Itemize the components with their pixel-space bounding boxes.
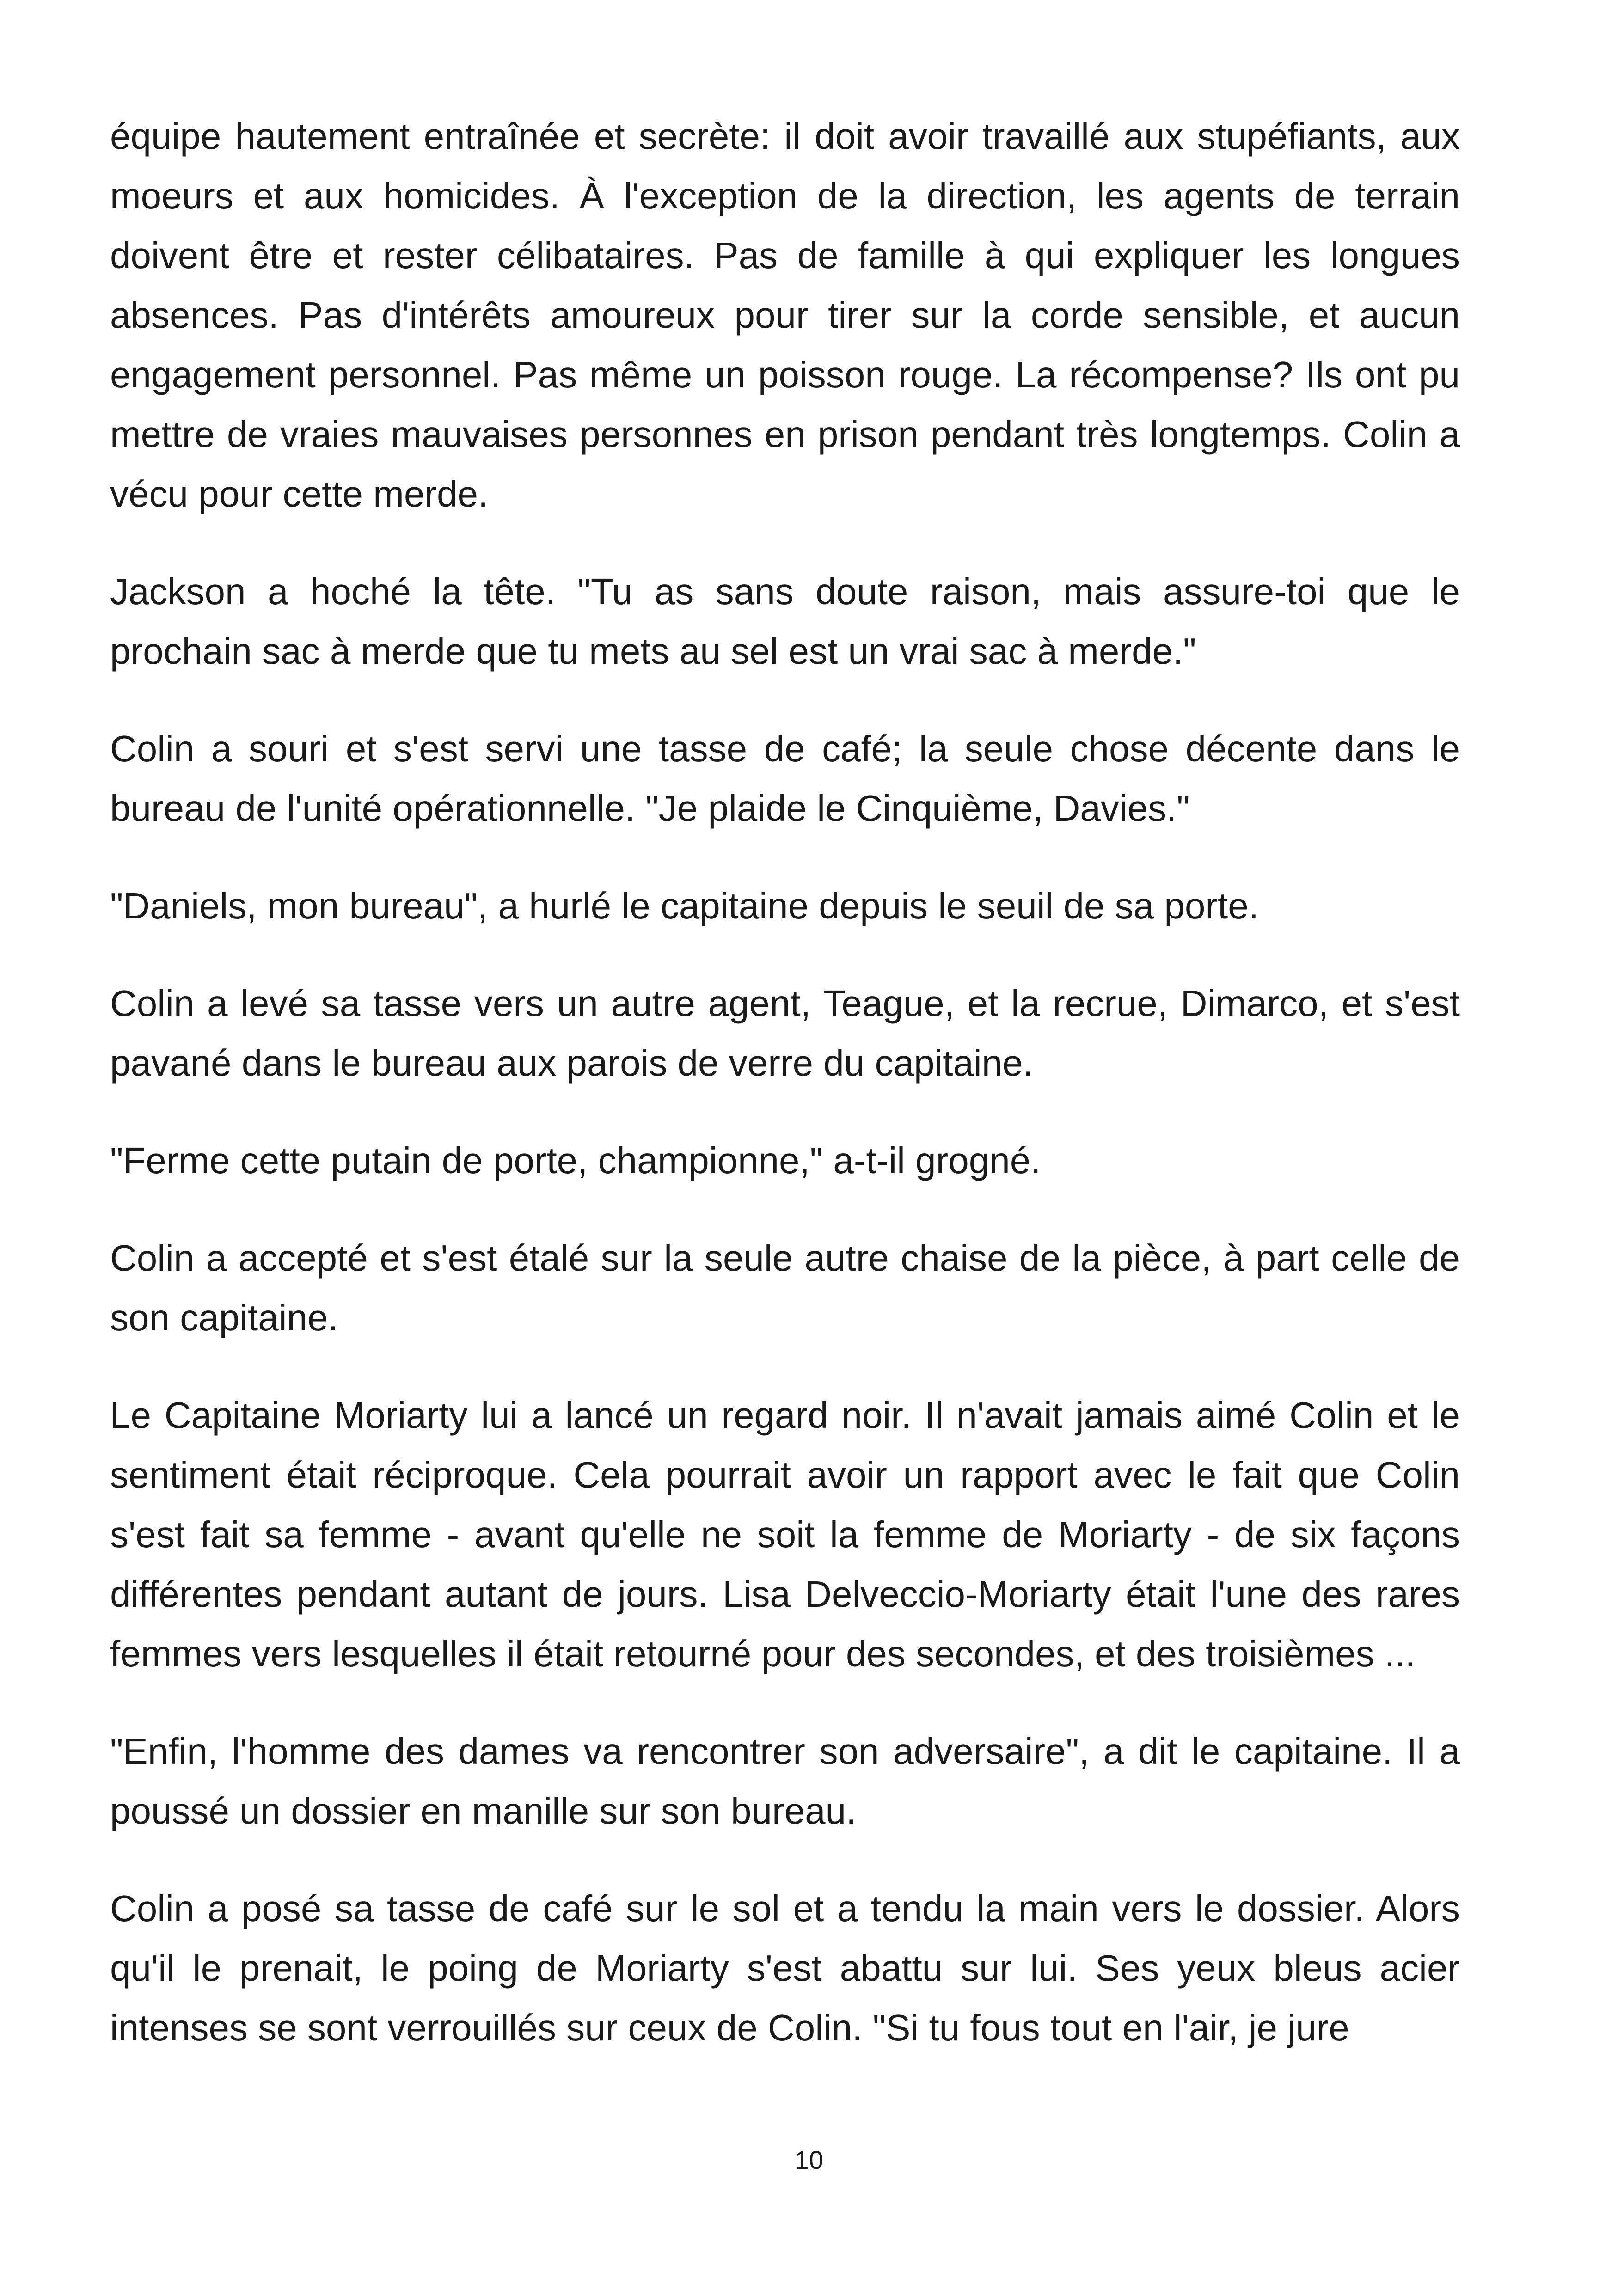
- paragraph-4: "Daniels, mon bureau", a hurlé le capitaine depuis le seuil de sa porte.: [110, 885, 1259, 926]
- paragraph-5: Colin a levé sa tasse vers un autre agent, Teague, et la recrue, Dimarco, et s'est pavané dans le bureau aux parois de verre du capitaine.: [110, 983, 1460, 1084]
- paragraph-1: équipe hautement entraînée et secrète: il doit avoir travaillé aux stupéfiants, aux moeurs et aux homicides. À l'exception de la direction, les agents de terrain doivent être et rester célibataires. Pas de famille à qui expliquer les longues absences. Pas d'intérêts amoureux pour tirer sur la corde sensible, et aucun engagement personnel. Pas même un poisson rouge. La récompense? Ils ont pu mettre de vraies mauvaises personnes en prison pendant très longtemps. Colin a vécu pour cette merde.: [110, 116, 1460, 514]
- paragraph-2: Jackson a hoché la tête. "Tu as sans doute raison, mais assure-toi que le prochain sac à merde que tu mets au sel est un vrai sac à merde.": [110, 571, 1460, 672]
- body-text: [110, 106, 1460, 2095]
- page-number: 10: [794, 2145, 824, 2174]
- paragraph-9: "Enfin, l'homme des dames va rencontrer son adversaire", a dit le capitaine. Il a poussé un dossier en manille sur son bureau.: [110, 1731, 1460, 1831]
- paragraph-10: Colin a posé sa tasse de café sur le sol et a tendu la main vers le dossier. Alors qu'il le prenait, le poing de Moriarty s'est abattu sur lui. Ses yeux bleus acier intenses se sont verrouillés sur ceux de Colin. "Si tu fous tout en l'air, je jure: [110, 1888, 1460, 2048]
- paragraph-3: Colin a souri et s'est servi une tasse de café; la seule chose décente dans le bureau de l'unité opérationnelle. "Je plaide le Cinquième, Davies.": [110, 728, 1460, 829]
- paragraph-7: Colin a accepté et s'est étalé sur la seule autre chaise de la pièce, à part celle de son capitaine.: [110, 1237, 1460, 1338]
- paragraph-8: Le Capitaine Moriarty lui a lancé un regard noir. Il n'avait jamais aimé Colin et le sentiment était réciproque. Cela pourrait avoir un rapport avec le fait que Colin s'est fait sa femme - avant qu'elle ne soit la femme de Moriarty - de six façons différentes pendant autant de jours. Lisa Delveccio-Moriarty était l'une des rares femmes vers lesquelles il était retourné pour des secondes, et des troisièmes ...: [110, 1395, 1460, 1674]
- paragraph-6: "Ferme cette putain de porte, championne," a-t-il grogné.: [110, 1140, 1041, 1181]
